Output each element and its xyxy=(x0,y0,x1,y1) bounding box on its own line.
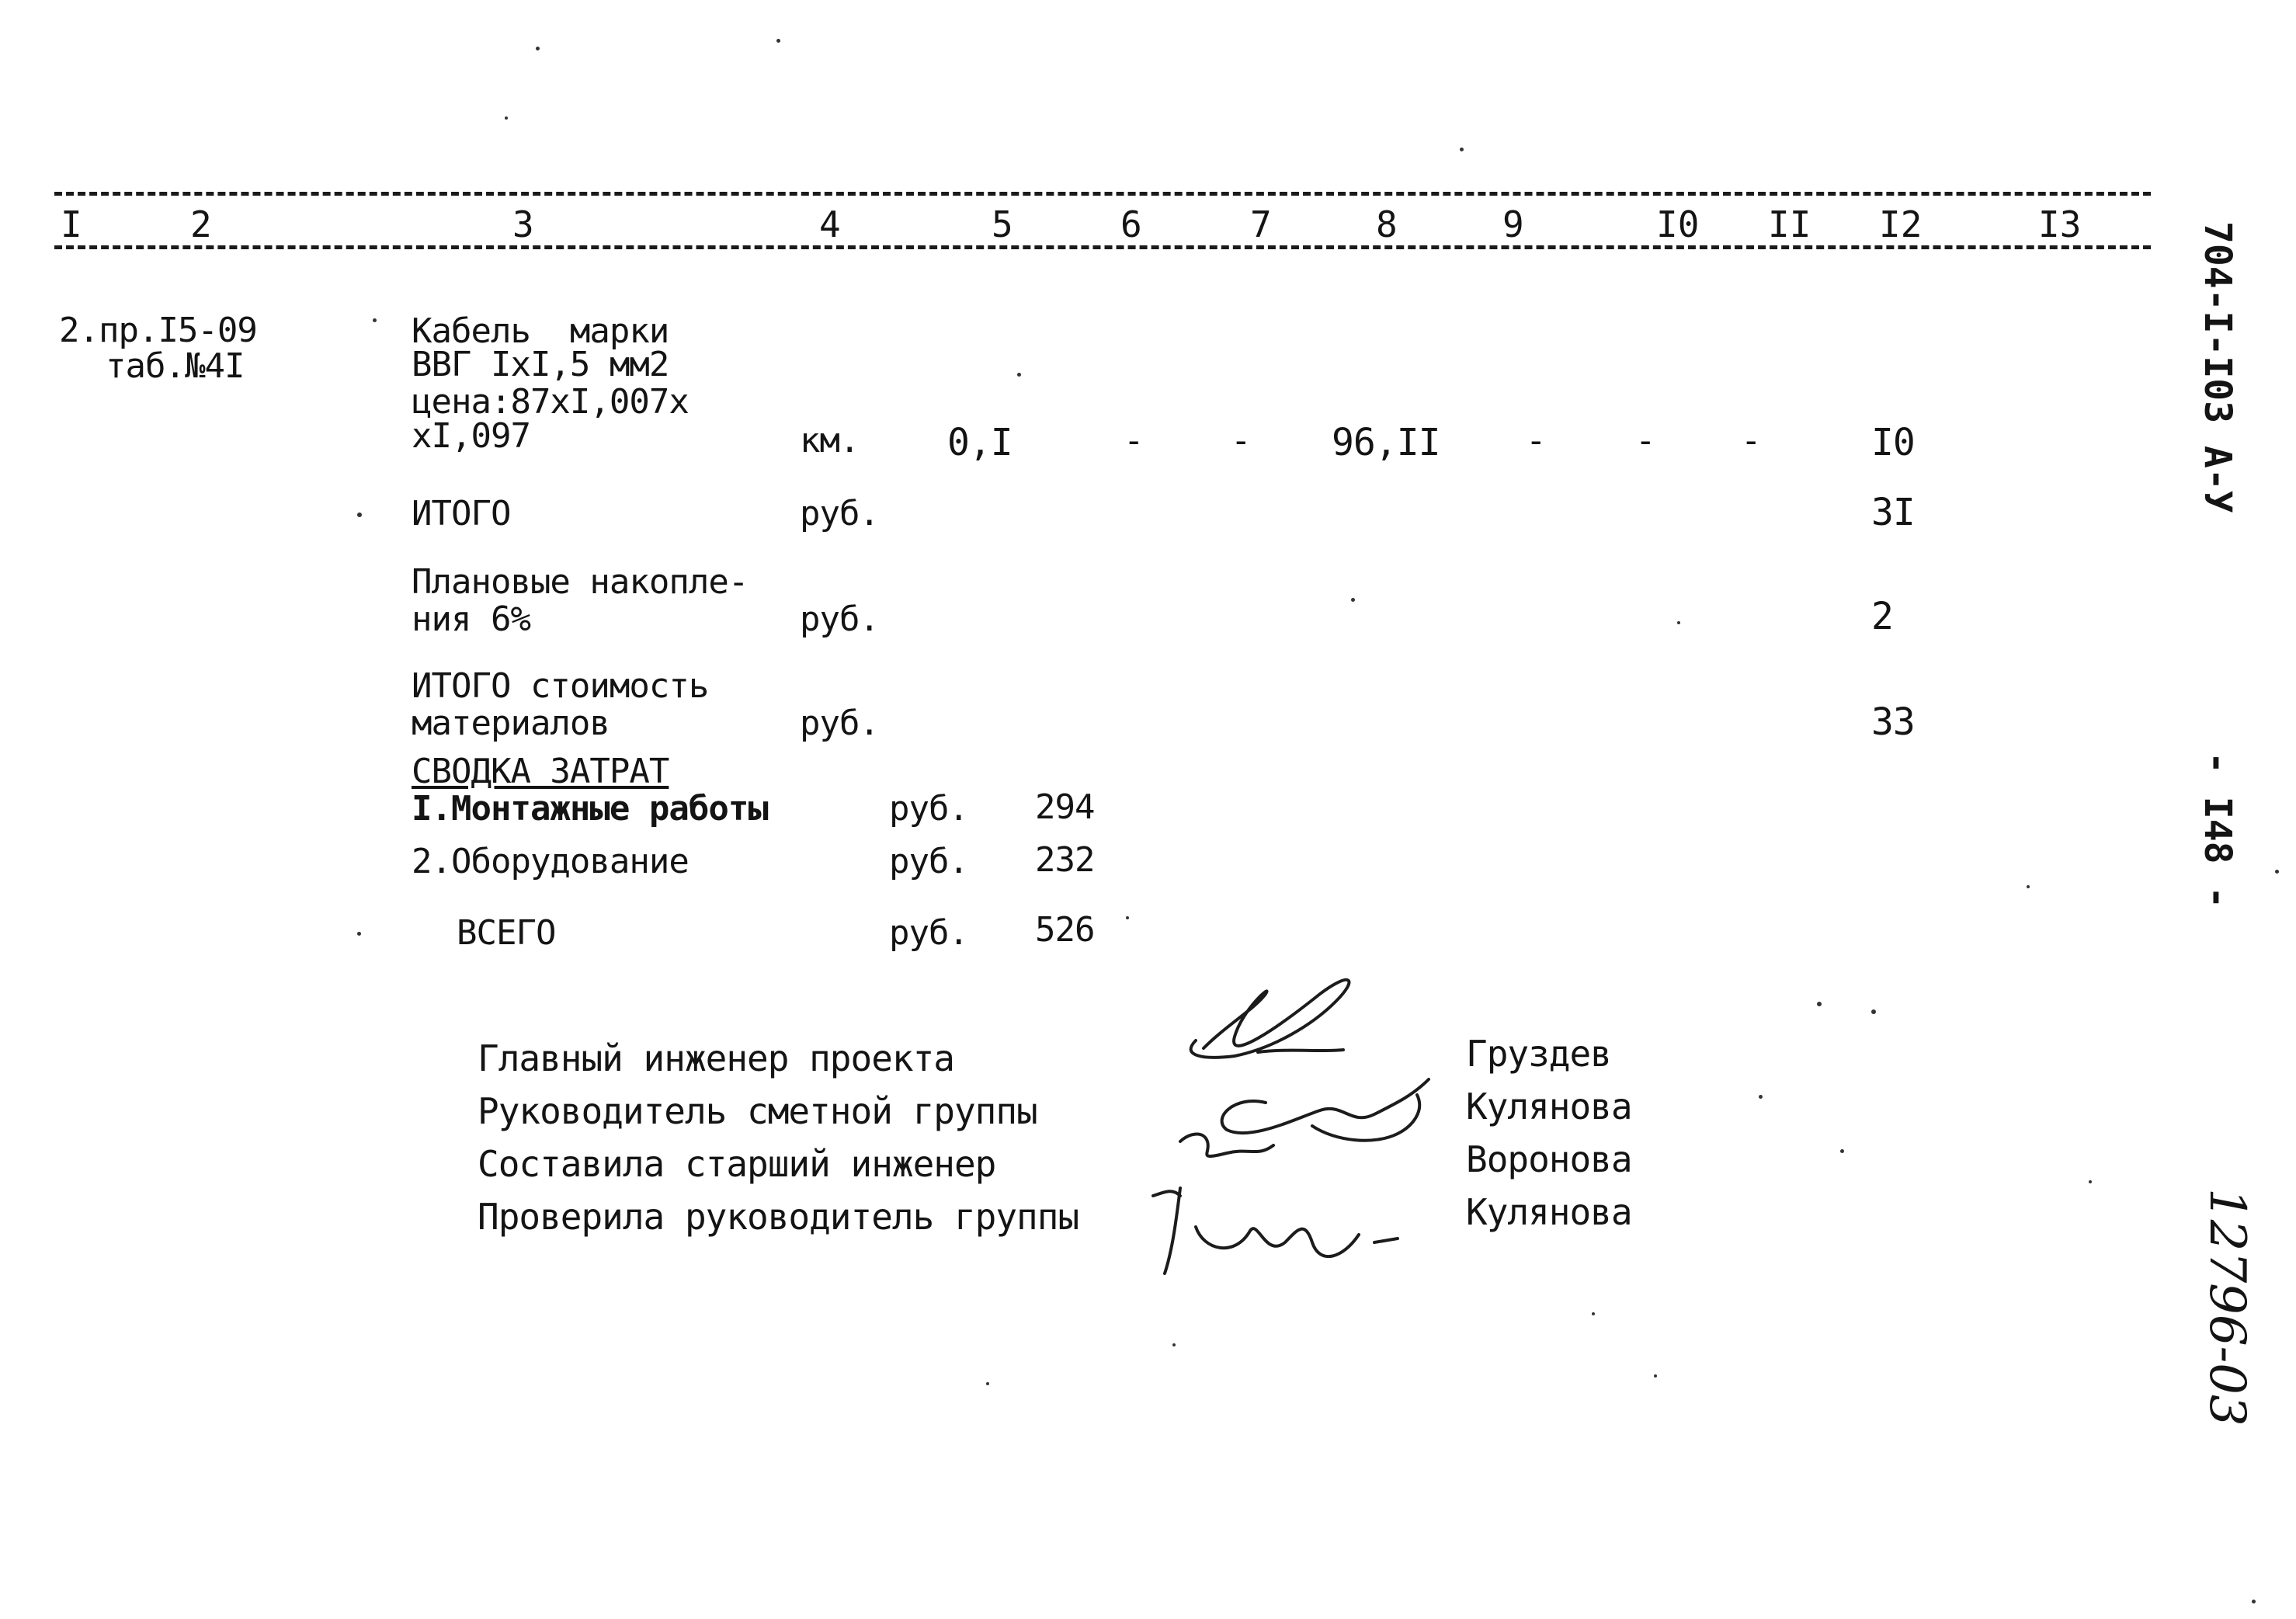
column-number: 8 xyxy=(1376,203,1398,245)
item-col9: - xyxy=(1526,421,1546,460)
summary-value: 526 xyxy=(1035,910,1095,950)
total-unit: руб. xyxy=(800,494,879,533)
signature-role: Главный инженер проекта xyxy=(478,1037,954,1079)
column-number: 6 xyxy=(1120,203,1142,245)
signature-name: Кулянова xyxy=(1466,1086,1632,1127)
signature-role: Проверила руководитель группы xyxy=(478,1196,1079,1238)
handwritten-number: 12796-03 xyxy=(2198,1188,2256,1426)
column-number: I0 xyxy=(1656,203,1700,245)
total-unit: руб. xyxy=(800,704,879,743)
header-rule-bottom xyxy=(54,245,2151,249)
handwritten-signatures xyxy=(1118,963,1491,1305)
summary-title: СВОДКА ЗАТРАТ xyxy=(412,752,669,791)
signature-name: Воронова xyxy=(1466,1138,1632,1180)
item-col7: - xyxy=(1231,421,1251,460)
total-label: ИТОГО xyxy=(412,494,511,533)
total-label: ИТОГО стоимость xyxy=(412,666,709,706)
total-unit: руб. xyxy=(800,599,879,639)
summary-value: 232 xyxy=(1035,840,1095,880)
column-number: 5 xyxy=(992,203,1013,245)
column-number: 4 xyxy=(819,203,841,245)
summary-label: 2.Оборудование xyxy=(412,842,689,881)
column-number: I3 xyxy=(2038,203,2082,245)
signature-name: Кулянова xyxy=(1466,1191,1632,1233)
signature-name: Груздев xyxy=(1466,1033,1611,1075)
total-value: 33 xyxy=(1871,700,1915,744)
total-value: 3I xyxy=(1871,491,1915,534)
summary-label: I.Монтажные работы xyxy=(412,789,768,829)
reference-line-2: таб.№4I xyxy=(106,346,245,386)
summary-unit: руб. xyxy=(889,842,968,881)
item-description-line: Кабель марки xyxy=(412,311,669,351)
signature-role: Руководитель сметной группы xyxy=(478,1090,1037,1132)
column-number: I2 xyxy=(1879,203,1923,245)
document-code-stamp: 704-I-I03 A-У xyxy=(2196,221,2239,513)
column-number: 2 xyxy=(190,203,212,245)
total-label: Плановые накопле- xyxy=(412,562,749,602)
item-total: I0 xyxy=(1871,421,1915,464)
total-label: материалов xyxy=(412,704,610,743)
summary-label: ВСЕГО xyxy=(457,913,556,953)
column-number: II xyxy=(1768,203,1811,245)
item-price: 96,II xyxy=(1332,421,1440,464)
total-value: 2 xyxy=(1871,595,1893,638)
summary-value: 294 xyxy=(1035,787,1095,827)
summary-unit: руб. xyxy=(889,913,968,953)
column-number: 3 xyxy=(512,203,534,245)
page-number-stamp: - I48 - xyxy=(2196,752,2239,909)
item-col10: - xyxy=(1635,421,1655,460)
item-col6: - xyxy=(1124,421,1144,460)
reference-line-1: 2.пр.I5-09 xyxy=(59,311,257,350)
column-number: 9 xyxy=(1502,203,1524,245)
item-description-line: xI,097 xyxy=(412,416,530,456)
column-number: I xyxy=(61,203,82,245)
header-rule-top xyxy=(54,192,2151,196)
total-label: ния 6% xyxy=(412,599,530,639)
item-description-line: ВВГ IxI,5 мм2 xyxy=(412,345,669,384)
summary-unit: руб. xyxy=(889,789,968,829)
item-description-line: цена:87xI,007x xyxy=(412,382,689,422)
item-col11: - xyxy=(1741,421,1761,460)
item-unit: км. xyxy=(800,421,860,460)
item-quantity: 0,I xyxy=(947,421,1013,464)
column-number: 7 xyxy=(1250,203,1272,245)
signature-role: Составила старший инженер xyxy=(478,1143,996,1185)
